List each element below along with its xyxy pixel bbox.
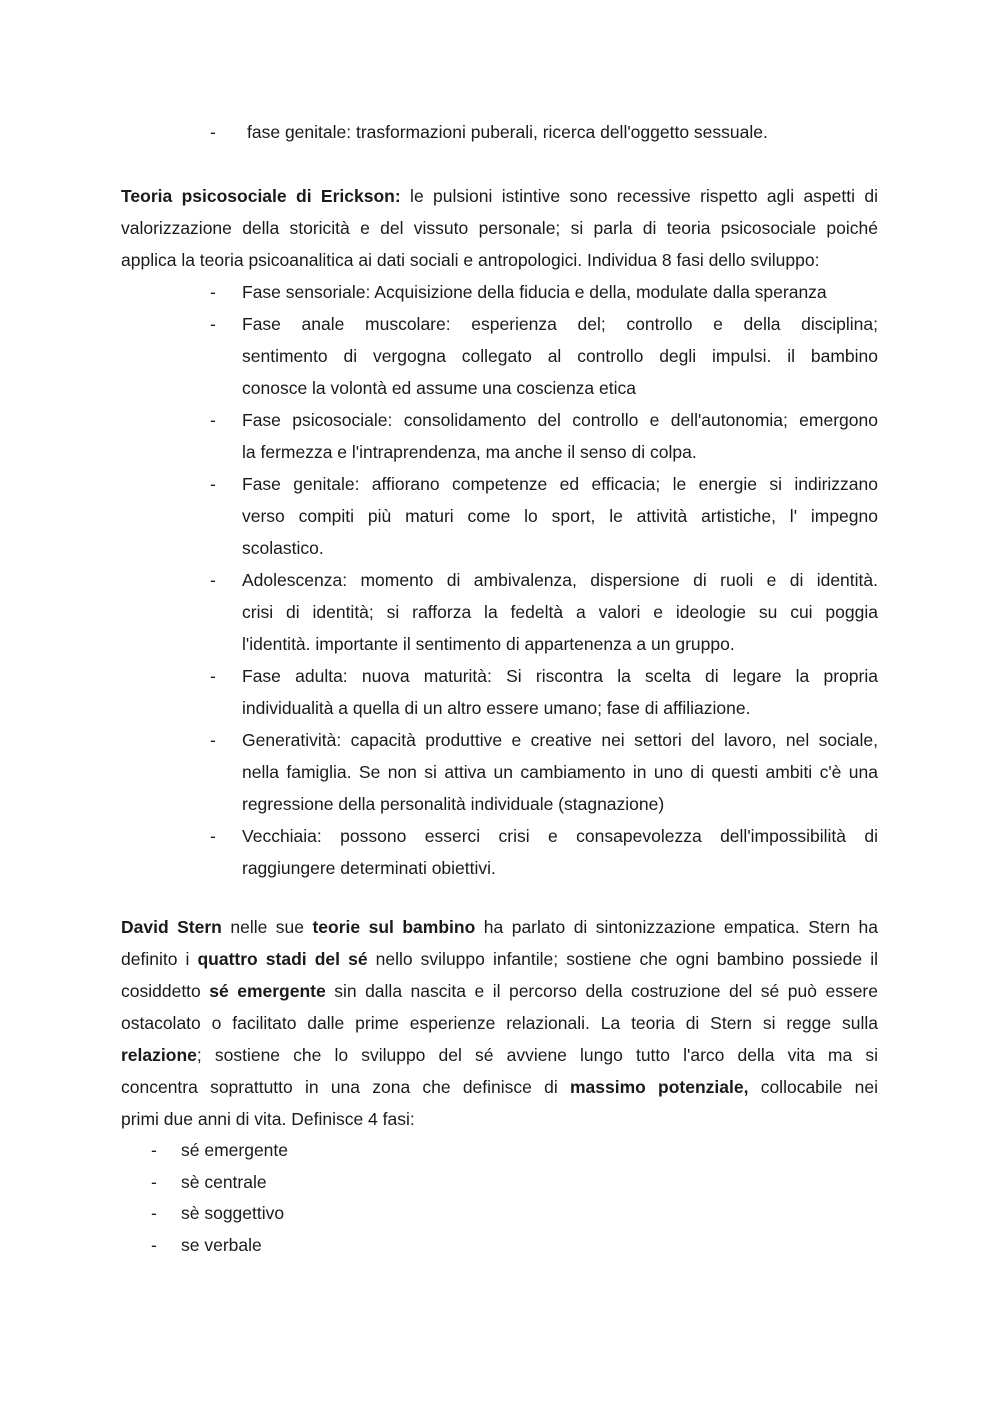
paragraph-line [121,180,878,212]
list-item-line: Vecchiaia: possono esserci crisi e consapevolezza dell'impossibilità di [242,826,878,846]
list-dash: - [210,122,216,142]
list-dash: - [151,1203,157,1224]
list-item-line: raggiungere determinati obiettivi. [242,858,496,878]
list-item-line: l'identità. importante il sentimento di appartenenza a un gruppo. [242,634,735,654]
paragraph-line [121,943,878,975]
erickson-heading: Teoria psicosociale di Erickson: [121,186,401,206]
list-dash: - [210,826,216,846]
list-item-text: fase genitale: trasformazioni puberali, ricerca dell'oggetto sessuale. [247,122,768,142]
list-item-line: individualità a quella di un altro essere umano; fase di affiliazione. [242,698,751,718]
bold-term: massimo potenziale, [569,1077,749,1097]
list-dash: - [210,570,216,590]
list-item-line: crisi di identità; si rafforza la fedeltà a valori e ideologie su cui poggia [242,602,878,622]
list-item-line: Fase adulta: nuova maturità: Si riscontra la scelta di legare la propria [242,666,878,686]
paragraph-text: nelle sue [221,917,313,937]
paragraph-text: ha parlato di sintonizzazione empatica. Stern ha [475,917,879,937]
list-item-line: Generatività: capacità produttive e creative nei settori del lavoro, nel sociale, [242,730,878,750]
list-dash: - [210,474,216,494]
list-item-line: Adolescenza: momento di ambivalenza, dispersione di ruoli e di identità. [242,570,878,590]
bold-term: sé emergente [209,981,326,1001]
paragraph-line [121,1071,878,1103]
list-item-line: verso compiti più maturi come lo sport, le attività artistiche, l' impegno [242,506,878,526]
list-item-line: la fermezza e l'intraprendenza, ma anche il senso di colpa. [242,442,697,462]
bold-term: quattro stadi del sé [197,949,368,969]
list-dash: - [151,1171,157,1192]
stern-paragraph [121,911,878,1135]
list-item-text: sé emergente [181,1140,289,1160]
bold-term: David Stern [121,917,222,937]
list-item-line: regressione della personalità individuale (stagnazione) [242,794,665,814]
paragraph-line [121,975,878,1007]
list-item-text: sè centrale [181,1171,267,1192]
list-dash: - [210,410,216,430]
paragraph-line [121,1039,878,1071]
list-dash: - [210,666,216,686]
list-item-line: Fase sensoriale: Acquisizione della fiducia e della, modulate dalla speranza [242,282,827,302]
paragraph-text: sin dalla nascita e il percorso della costruzione del sé può essere [325,981,878,1001]
bold-term: teorie sul bambino [312,917,476,937]
list-item-text: se verbale [181,1235,262,1256]
paragraph-text: ; sostiene che lo sviluppo del sé avviene lungo tutto l'arco della vita ma si [196,1045,878,1065]
paragraph-line: primi due anni di vita. Definisce 4 fasi: [121,1109,415,1129]
list-item-line: Fase genitale: affiorano competenze ed efficacia; le energie si indirizzano [242,474,878,494]
paragraph-text: cosiddetto [121,981,210,1001]
list-item-line: nella famiglia. Se non si attiva un cambiamento in uno di questi ambiti c'è una [242,762,878,782]
list-dash: - [210,314,216,334]
list-item-line: scolastico. [242,538,324,558]
paragraph-text: le pulsioni istintive sono recessive rispetto agli aspetti di [400,186,878,206]
paragraph-line: ostacolato o facilitato dalle prime esperienze relazionali. La teoria di Stern si regge sulla [121,1013,878,1033]
list-dash: - [151,1140,157,1160]
list-item-text: sè soggettivo [181,1203,285,1224]
paragraph-line [121,911,878,943]
paragraph-text: concentra soprattutto in una zona che definisce di [121,1077,570,1097]
paragraph-line: valorizzazione della storicità e del vissuto personale; si parla di teoria psicosociale poiché [121,218,878,238]
paragraph-text: nello sviluppo infantile; sostiene che ogni bambino possiede il [367,949,878,969]
bold-term: relazione [121,1045,197,1065]
list-item-line: Fase psicosociale: consolidamento del controllo e dell'autonomia; emergono [242,410,878,430]
paragraph-line: applica la teoria psicoanalitica ai dati sociali e antropologici. Individua 8 fasi dello sviluppo: [121,250,820,270]
paragraph-text: collocabile nei [748,1077,878,1097]
paragraph-text: definito i [121,949,198,969]
list-dash: - [210,730,216,750]
list-item-line: Fase anale muscolare: esperienza del; controllo e della disciplina; [242,314,878,334]
list-item-line: sentimento di vergogna collegato al controllo degli impulsi. il bambino [242,346,878,366]
list-dash: - [210,282,216,302]
list-item-line: conosce la volontà ed assume una coscienza etica [242,378,636,398]
erickson-paragraph [121,180,878,276]
list-dash: - [151,1235,157,1256]
